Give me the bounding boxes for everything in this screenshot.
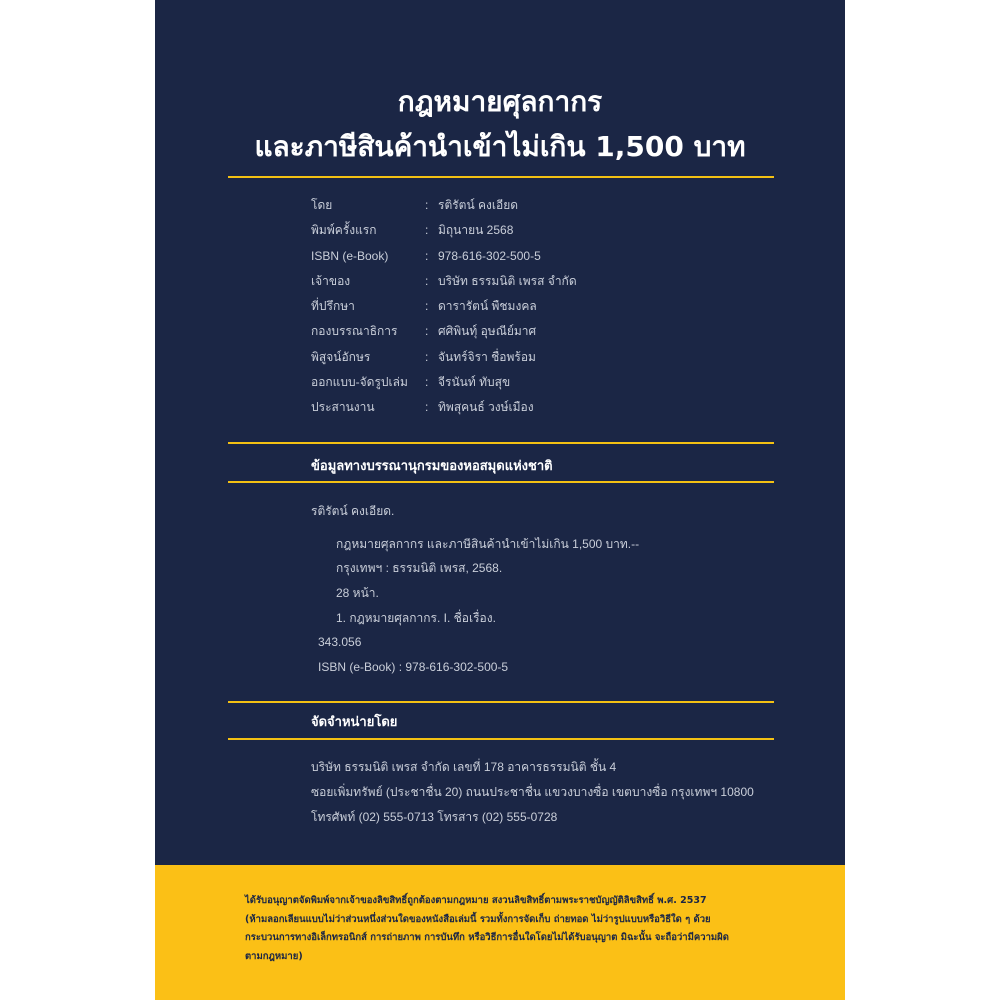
catalog-publisher-line: กรุงเทพฯ : ธรรมนิติ เพรส, 2568. xyxy=(336,561,503,575)
credit-colon: : xyxy=(425,248,429,263)
notice-line: ตามกฎหมาย) xyxy=(245,950,303,962)
credit-value: จีรนันท์ ทับสุข xyxy=(438,375,511,390)
credits-list xyxy=(311,193,751,421)
credit-value: จันทร์จิรา ชื่อพร้อม xyxy=(438,349,536,364)
credit-label: ประสานงาน xyxy=(311,400,375,415)
catalog-author: รติรัตน์ คงเอียด. xyxy=(311,504,395,518)
credit-row-design xyxy=(311,370,751,395)
credit-colon: : xyxy=(425,223,429,238)
catalog-bottom-divider xyxy=(228,481,774,483)
distribution-heading: จัดจำหน่ายโดย xyxy=(311,715,398,730)
credit-label: โดย xyxy=(311,198,333,212)
catalog-pages: 28 หน้า. xyxy=(336,586,379,600)
distribution-line: ซอยเพิ่มทรัพย์ (ประชาชื่น 20) ถนนประชาชื่น แขวงบางซื่อ เขตบางซื่อ กรุงเทพฯ 10800 xyxy=(311,785,754,799)
distribution-top-divider xyxy=(228,701,774,703)
credit-row-first-print xyxy=(311,218,751,243)
distribution-line: บริษัท ธรรมนิติ เพรส จำกัด เลขที่ 178 อาคารธรรมนิติ ชั้น 4 xyxy=(311,760,617,774)
distribution-bottom-divider xyxy=(228,738,774,740)
credit-label: กองบรรณาธิการ xyxy=(311,324,398,339)
credit-colon: : xyxy=(425,198,429,212)
credit-row-author xyxy=(311,193,751,218)
credit-colon: : xyxy=(425,299,429,314)
notice-line: ได้รับอนุญาตจัดพิมพ์จากเจ้าของลิขสิทธิ์ถูกต้องตามกฎหมาย สงวนลิขสิทธิ์ตามพระราชบัญญัติลิขสิทธิ์ พ.ศ. 2537 xyxy=(245,895,707,906)
credit-label: พิสูจน์อักษร xyxy=(311,349,371,364)
credit-label: ออกแบบ-จัดรูปเล่ม xyxy=(311,375,408,390)
credit-colon: : xyxy=(425,349,429,364)
book-title-line-1: กฎหมายศุลกากร xyxy=(397,85,603,118)
credit-value: มิถุนายน 2568 xyxy=(438,223,514,238)
credit-row-editorial xyxy=(311,319,751,344)
catalog-isbn: ISBN (e-Book) : 978-616-302-500-5 xyxy=(318,660,509,674)
credit-colon: : xyxy=(425,400,429,415)
copyright-footer xyxy=(155,865,845,1000)
book-title-line-2: และภาษีสินค้านำเข้าไม่เกิน 1,500 บาท xyxy=(254,130,746,163)
credit-row-isbn xyxy=(311,244,751,269)
catalog-subject: 1. กฎหมายศุลกากร. I. ชื่อเรื่อง. xyxy=(336,611,496,625)
credit-colon: : xyxy=(425,273,429,288)
credit-value: 978-616-302-500-5 xyxy=(438,248,541,263)
distribution-address xyxy=(311,755,754,830)
credit-colon: : xyxy=(425,324,429,339)
copyright-notice xyxy=(245,892,765,966)
notice-line: กระบวนการทางอิเล็กทรอนิกส์ การถ่ายภาพ การบันทึก หรือวิธีการอื่นใดโดยไม่ได้รับอนุญาต มิฉะนั้น จะถือว่ามีความผิด xyxy=(245,932,729,944)
credit-label: ที่ปรึกษา xyxy=(311,299,355,314)
title-divider xyxy=(228,176,774,178)
copyright-page xyxy=(155,0,845,1000)
credit-value: รติรัตน์ คงเอียด xyxy=(438,198,519,212)
catalog-heading: ข้อมูลทางบรรณานุกรมของหอสมุดแห่งชาติ xyxy=(311,459,553,474)
credit-value: ทิพสุคนธ์ วงษ์เมือง xyxy=(438,400,534,415)
credit-label: เจ้าของ xyxy=(311,273,351,288)
credit-label: ISBN (e-Book) xyxy=(311,248,389,263)
credit-value: ศศิพินทุ์ อุษณีย์มาศ xyxy=(438,324,537,339)
credit-colon: : xyxy=(425,375,429,390)
credit-row-coordinator xyxy=(311,395,751,420)
catalog-top-divider xyxy=(228,442,774,444)
notice-line: (ห้ามลอกเลียนแบบไม่ว่าส่วนหนึ่งส่วนใดของหนังสือเล่มนี้ รวมทั้งการจัดเก็บ ถ่ายทอด ไม่ว่ารูปแบบหรือวิธีใด ๆ ด้วย xyxy=(245,913,711,925)
credit-value: บริษัท ธรรมนิติ เพรส จำกัด xyxy=(438,273,577,288)
credit-row-owner xyxy=(311,269,751,294)
credit-value: ดารารัตน์ พืชมงคล xyxy=(438,299,537,314)
credit-row-advisor xyxy=(311,294,751,319)
catalog-classification: 343.056 xyxy=(318,635,362,649)
credit-row-proofreader xyxy=(311,345,751,370)
distribution-line: โทรศัพท์ (02) 555-0713 โทรสาร (02) 555-0728 xyxy=(311,810,558,824)
catalog-title-line: กฎหมายศุลกากร และภาษีสินค้านำเข้าไม่เกิน 1,500 บาท.-- xyxy=(336,537,640,551)
credit-label: พิมพ์ครั้งแรก xyxy=(311,223,377,238)
